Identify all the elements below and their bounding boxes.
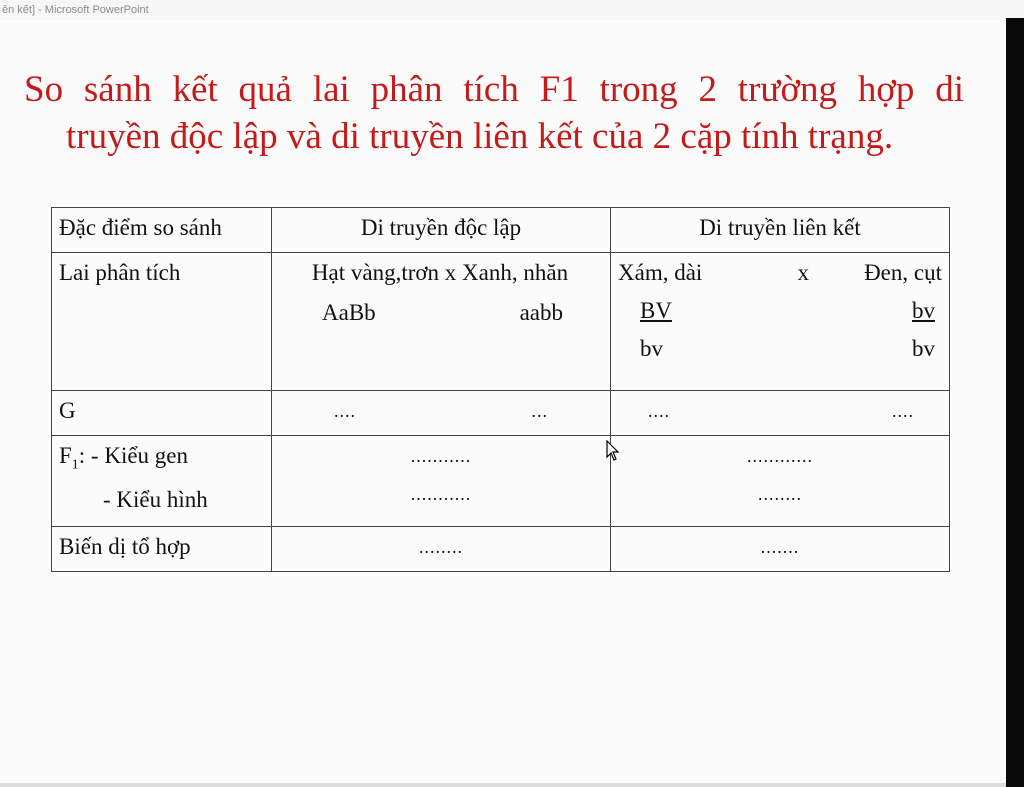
- phenotype-xam-dai: Xám, dài: [618, 260, 703, 285]
- table-row-f1: [52, 436, 950, 527]
- table-row-g: [52, 391, 950, 436]
- g-independent-left: ....: [334, 401, 356, 421]
- f1-kieu-gen-independent: ...........: [410, 446, 472, 466]
- comparison-table: [51, 207, 950, 572]
- cell-g-linked: [611, 391, 950, 436]
- cell-g-independent: [272, 391, 611, 436]
- table-header-row: [52, 208, 950, 253]
- slide-title: [24, 66, 974, 160]
- table-row-lai-phan-tich: [52, 253, 950, 391]
- genotype-bv-top-right: bv: [912, 298, 935, 323]
- g-linked-right: ....: [892, 401, 914, 421]
- mouse-cursor-icon: [606, 440, 620, 462]
- table-row-bien-di: [52, 527, 950, 572]
- right-edge-bar: [1006, 18, 1024, 787]
- f1-kieu-gen-linked: ............: [747, 446, 813, 466]
- genotype-aabb-parent1: AaBb: [322, 300, 376, 325]
- g-linked-left: ....: [648, 401, 670, 421]
- f1-kieu-hinh-independent: ...........: [410, 484, 472, 504]
- cell-f1-linked: [611, 436, 950, 527]
- slide-title-line-2: truyền độc lập và di truyền liên kết của 2 cặp tính trạng.: [66, 116, 894, 157]
- genotype-bv-bottom-right: bv: [912, 336, 935, 361]
- row-label-bien-di: Biến dị tổ hợp: [52, 527, 272, 572]
- cell-lai-linked: [611, 253, 950, 391]
- header-cell-independent: Di truyền độc lập: [272, 208, 611, 253]
- header-cell-criteria: Đặc điểm so sánh: [52, 208, 272, 253]
- slide-title-line-1: So sánh kết quả lai phân tích F1 trong 2 trường hợp di: [24, 69, 964, 110]
- genotype-bv-bottom: bv: [640, 336, 663, 361]
- row-label-g: G: [52, 391, 272, 436]
- cell-bien-di-linked: .......: [611, 527, 950, 572]
- row-label-lai: Lai phân tích: [52, 253, 272, 391]
- cell-lai-independent: [272, 253, 611, 391]
- row-label-kieu-hinh: - Kiểu hình: [103, 486, 208, 512]
- bottom-edge-bar: [0, 783, 1006, 787]
- f1-kieu-hinh-linked: ........: [758, 484, 802, 504]
- cell-f1-independent: [272, 436, 611, 527]
- cross-phenotypes-independent: Hạt vàng,trơn x Xanh, nhăn: [311, 260, 569, 285]
- header-cell-linked: Di truyền liên kết: [611, 208, 950, 253]
- phenotype-den-cut: Đen, cụt: [864, 260, 942, 285]
- genotype-bv-top: BV: [640, 298, 672, 323]
- window-title: ên kết] - Microsoft PowerPoint: [2, 4, 149, 16]
- g-independent-right: ...: [531, 401, 548, 421]
- row-label-f1: $F_1$: - Kiểu gen - Kiểu hình: [52, 436, 272, 527]
- cell-bien-di-independent: ........: [272, 527, 611, 572]
- cross-symbol: x: [797, 260, 809, 285]
- genotype-aabb-parent2: aabb: [519, 300, 563, 325]
